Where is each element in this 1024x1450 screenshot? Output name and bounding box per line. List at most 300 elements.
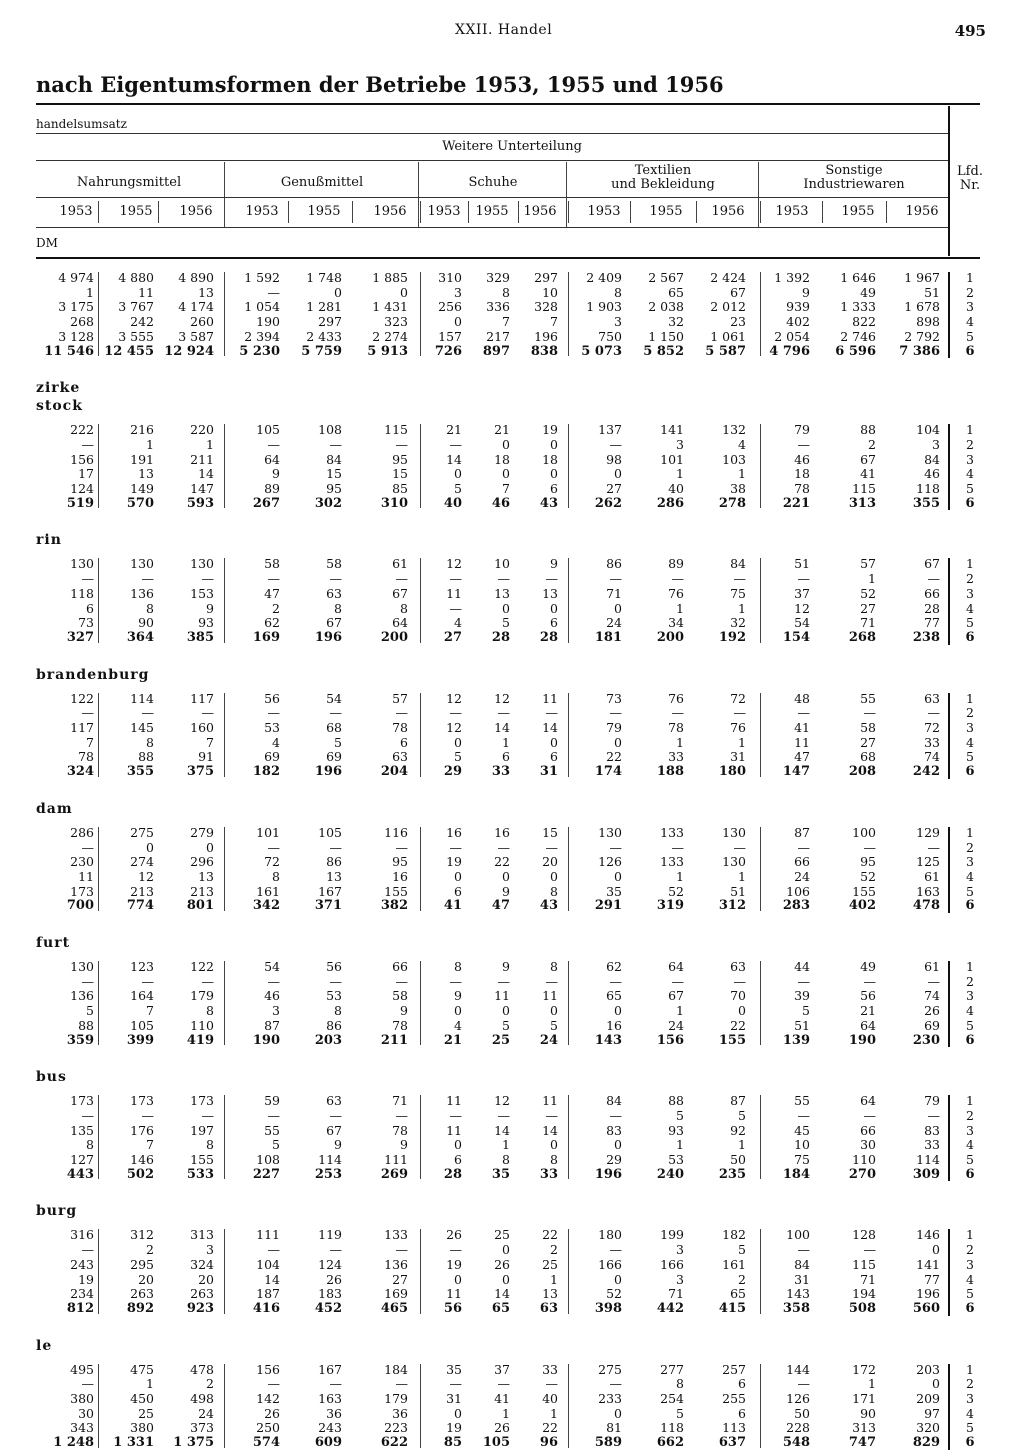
table-cell: 1 [676, 466, 684, 482]
table-cell: 69 [326, 749, 342, 765]
table-cell: 242 [130, 314, 154, 330]
table-cell: 118 [70, 585, 94, 601]
table-cell: 233 [598, 1391, 622, 1406]
table-cell: 11 [138, 284, 154, 300]
table-cell: 28 [443, 1166, 462, 1182]
table-cell: 1 [146, 436, 154, 452]
table-cell: 129 [916, 824, 940, 840]
table-cell: 13 [326, 868, 342, 884]
table-cell: 40 [668, 481, 684, 496]
year-separator [760, 201, 761, 223]
table-cell: — [497, 571, 510, 587]
column-separator [568, 558, 569, 642]
table-cell: 2 792 [904, 328, 940, 344]
table-cell: 125 [916, 854, 940, 870]
row-number: 5 [966, 883, 974, 899]
table-row [0, 1242, 1024, 1257]
table-cell: 76 [668, 690, 684, 706]
group-header-label: Textilien [634, 163, 692, 178]
table-cell: 296 [190, 854, 214, 870]
table-cell: 69 [924, 1017, 940, 1033]
table-cell: 297 [534, 270, 558, 285]
table-cell: 191 [130, 451, 154, 467]
table-cell: 1 331 [113, 1435, 154, 1450]
table-cell: 593 [186, 495, 214, 511]
year-header: 1956 [373, 204, 407, 219]
row-number: 1 [966, 1227, 974, 1243]
table-cell: 508 [848, 1300, 876, 1316]
total-row [0, 898, 1024, 913]
table-cell: 25 [138, 1405, 154, 1421]
table-cell: 103 [722, 451, 746, 467]
nr-label: Nr. [959, 178, 981, 193]
table-cell: 132 [722, 422, 746, 438]
row-number: 5 [966, 749, 974, 765]
row-number: 2 [966, 839, 974, 855]
total-row [0, 344, 1024, 359]
table-cell: 19 [542, 422, 558, 438]
table-cell: 101 [660, 451, 684, 467]
table-cell: 81 [606, 1420, 622, 1436]
table-cell: 1 [206, 436, 214, 452]
table-cell: 355 [912, 495, 940, 511]
region-label: bus [36, 1069, 67, 1086]
region-label: zirke [36, 380, 81, 397]
table-cell: 127 [70, 1152, 94, 1167]
row-number: 5 [966, 481, 974, 496]
section-title: XXII. Handel [455, 22, 553, 38]
table-cell: 1 [502, 734, 510, 750]
table-cell: 14 [198, 466, 214, 482]
table-cell: — [863, 973, 876, 989]
table-cell: 74 [924, 749, 940, 765]
table-cell: 167 [318, 1361, 342, 1377]
table-row [0, 749, 1024, 764]
table-cell: 12 924 [164, 343, 214, 359]
table-cell: 173 [130, 1093, 154, 1109]
table-cell: 0 [614, 1003, 622, 1019]
table-cell: 6 [550, 749, 558, 765]
table-cell: 74 [924, 988, 940, 1004]
table-cell: 0 [502, 600, 510, 616]
row-number: 6 [965, 1435, 975, 1450]
table-cell: 119 [318, 1227, 342, 1243]
table-cell: 54 [264, 959, 280, 974]
table-cell: 216 [130, 422, 154, 438]
table-cell: 24 [198, 1405, 214, 1421]
row-number: 2 [966, 571, 974, 587]
table-cell: 33 [542, 1361, 558, 1377]
table-cell: — [267, 436, 280, 452]
table-cell: 67 [326, 615, 342, 631]
table-cell: 0 [502, 868, 510, 884]
table-cell: 1 [738, 734, 746, 750]
table-cell: 211 [380, 1032, 408, 1048]
table-cell: 164 [130, 988, 154, 1004]
table-cell: 14 [494, 1122, 510, 1138]
table-cell: 196 [594, 1166, 622, 1182]
table-row [0, 615, 1024, 630]
table-cell: 260 [190, 314, 214, 330]
table-cell: 146 [130, 1152, 154, 1167]
table-cell: 295 [130, 1256, 154, 1272]
table-cell: 77 [924, 1271, 940, 1287]
table-cell: 2 746 [840, 328, 876, 344]
table-cell: 14 [542, 1122, 558, 1138]
table-cell: 9 [550, 556, 558, 572]
table-cell: — [141, 973, 154, 989]
table-cell: 2 [206, 1376, 214, 1392]
table-cell: 43 [539, 495, 558, 511]
column-separator [224, 693, 225, 777]
year-separator [288, 201, 289, 223]
table-cell: 399 [126, 1032, 154, 1048]
table-cell: 67 [668, 988, 684, 1004]
table-cell: 0 [502, 1271, 510, 1287]
table-cell: 51 [794, 556, 810, 572]
table-cell: — [449, 705, 462, 721]
table-cell: 359 [66, 1032, 94, 1048]
table-cell: — [329, 1242, 342, 1258]
table-cell: 3 [676, 1271, 684, 1287]
table-cell: 21 [446, 422, 462, 438]
table-cell: 2 012 [710, 299, 746, 315]
table-cell: 166 [598, 1256, 622, 1272]
table-cell: 182 [722, 1227, 746, 1243]
table-cell: 183 [318, 1286, 342, 1302]
table-cell: 141 [916, 1256, 940, 1272]
table-cell: 8 [676, 1376, 684, 1392]
table-cell: 1 903 [586, 299, 622, 315]
divider [36, 133, 948, 134]
table-cell: 774 [126, 898, 154, 914]
table-cell: 124 [318, 1256, 342, 1272]
table-cell: 35 [446, 1361, 462, 1377]
table-cell: 0 [454, 314, 462, 330]
region-label: le [36, 1337, 53, 1354]
table-cell: 184 [384, 1361, 408, 1377]
table-cell: 13 [198, 868, 214, 884]
table-cell: 9 [502, 883, 510, 899]
table-cell: — [609, 1242, 622, 1258]
table-cell: 96 [539, 1435, 558, 1450]
further-subdivision-label: Weitere Unterteilung [442, 139, 582, 154]
row-number: 2 [966, 1107, 974, 1123]
row-number: 3 [966, 299, 974, 315]
row-number: 4 [966, 1003, 974, 1019]
table-cell: — [545, 1376, 558, 1392]
table-cell: 0 [454, 1003, 462, 1019]
table-cell: 63 [924, 690, 940, 706]
table-cell: 180 [598, 1227, 622, 1243]
table-cell: — [267, 1376, 280, 1392]
table-cell: 12 [446, 556, 462, 572]
table-cell: — [267, 1242, 280, 1258]
table-cell: 1 [676, 600, 684, 616]
table-cell: 747 [848, 1435, 876, 1450]
table-cell: 147 [782, 764, 810, 780]
table-cell: 1 431 [372, 299, 408, 315]
table-cell: 11 [494, 988, 510, 1004]
lfd-column-rule [948, 558, 950, 644]
table-row [0, 1137, 1024, 1152]
table-cell: 154 [782, 629, 810, 645]
table-cell: 11 [542, 988, 558, 1004]
column-separator [224, 827, 225, 911]
column-separator [420, 1364, 421, 1448]
column-separator [420, 558, 421, 642]
table-cell: 130 [722, 824, 746, 840]
table-cell: 253 [314, 1166, 342, 1182]
table-cell: 93 [668, 1122, 684, 1138]
table-row [0, 854, 1024, 869]
table-cell: 85 [392, 481, 408, 496]
table-cell: 275 [130, 824, 154, 840]
table-cell: 51 [794, 1017, 810, 1033]
table-cell: — [267, 571, 280, 587]
table-cell: 65 [491, 1300, 510, 1316]
table-cell: 161 [722, 1256, 746, 1272]
table-cell: 1 333 [840, 299, 876, 315]
row-number: 5 [966, 1017, 974, 1033]
table-cell: — [449, 1242, 462, 1258]
table-cell: 84 [326, 451, 342, 467]
table-cell: — [863, 705, 876, 721]
table-cell: 41 [443, 898, 462, 914]
table-cell: — [545, 705, 558, 721]
table-cell: 3 [676, 436, 684, 452]
table-cell: 1 748 [306, 270, 342, 285]
table-cell: 9 [802, 284, 810, 300]
table-row [0, 1406, 1024, 1421]
table-cell: 30 [78, 1405, 94, 1421]
table-cell: 3 [272, 1003, 280, 1019]
table-cell: 105 [256, 422, 280, 438]
table-cell: 41 [860, 466, 876, 482]
table-cell: 62 [264, 615, 280, 631]
table-cell: 478 [912, 898, 940, 914]
table-cell: 45 [794, 1122, 810, 1138]
table-cell: 4 [738, 436, 746, 452]
table-cell: 68 [860, 749, 876, 765]
table-cell: 108 [256, 1152, 280, 1167]
table-cell: 380 [70, 1391, 94, 1406]
column-separator [98, 1229, 99, 1313]
column-separator [98, 827, 99, 911]
table-row [0, 720, 1024, 735]
table-cell: — [201, 571, 214, 587]
table-cell: 223 [384, 1420, 408, 1436]
table-row [0, 270, 1024, 285]
table-cell: 255 [722, 1391, 746, 1406]
table-cell: 83 [924, 1122, 940, 1138]
table-cell: 310 [438, 270, 462, 285]
table-cell: 267 [252, 495, 280, 511]
table-row [0, 1123, 1024, 1138]
table-cell: 53 [264, 720, 280, 735]
table-cell: 78 [392, 1017, 408, 1033]
table-cell: 52 [668, 883, 684, 899]
total-row [0, 630, 1024, 645]
table-cell: 0 [454, 1405, 462, 1421]
table-cell: 75 [794, 1152, 810, 1167]
table-cell: 5 [334, 734, 342, 750]
table-cell: 8 [146, 734, 154, 750]
table-cell: 73 [606, 690, 622, 706]
table-cell: 12 [794, 600, 810, 616]
table-cell: 19 [78, 1271, 94, 1287]
table-cell: 78 [794, 481, 810, 496]
table-cell: — [671, 973, 684, 989]
table-cell: 243 [70, 1256, 94, 1272]
table-cell: 7 [206, 734, 214, 750]
year-header: 1955 [649, 204, 683, 219]
table-cell: 79 [924, 1093, 940, 1109]
table-cell: 114 [916, 1152, 940, 1167]
row-number: 2 [966, 973, 974, 989]
table-cell: 126 [598, 854, 622, 870]
table-cell: 84 [730, 556, 746, 572]
table-cell: 1 [86, 284, 94, 300]
table-cell: 22 [730, 1017, 746, 1033]
table-cell: 173 [70, 883, 94, 899]
table-cell: 181 [594, 629, 622, 645]
table-cell: 130 [130, 556, 154, 572]
table-cell: 136 [384, 1256, 408, 1272]
table-cell: — [81, 1107, 94, 1123]
table-cell: 1 967 [904, 270, 940, 285]
table-cell: 46 [491, 495, 510, 511]
table-cell: 0 [550, 1137, 558, 1153]
table-cell: 91 [198, 749, 214, 765]
region-label: dam [36, 800, 73, 817]
table-cell: 26 [494, 1420, 510, 1436]
table-cell: 8 [550, 1152, 558, 1167]
table-cell: 118 [660, 1420, 684, 1436]
table-cell: — [863, 1107, 876, 1123]
year-header: 1956 [905, 204, 939, 219]
table-cell: 76 [730, 720, 746, 735]
row-number: 4 [966, 1271, 974, 1287]
row-number: 2 [966, 1242, 974, 1258]
table-cell: 75 [730, 585, 746, 601]
header-right-rule [948, 106, 950, 256]
column-separator [568, 1364, 569, 1448]
table-cell: — [671, 839, 684, 855]
table-cell: 0 [334, 284, 342, 300]
table-cell: 40 [443, 495, 462, 511]
table-cell: 24 [539, 1032, 558, 1048]
table-cell: 171 [852, 1391, 876, 1406]
table-cell: 343 [70, 1420, 94, 1436]
column-separator [760, 1229, 761, 1313]
table-cell: 78 [392, 1122, 408, 1138]
column-separator [568, 827, 569, 911]
row-number: 5 [966, 1420, 974, 1436]
row-number: 2 [966, 436, 974, 452]
row-number: 3 [966, 988, 974, 1004]
group-header-label: Schuhe [468, 175, 518, 190]
table-cell: 34 [668, 615, 684, 631]
table-row [0, 1093, 1024, 1108]
table-cell: 838 [530, 343, 558, 359]
table-cell: 29 [606, 1152, 622, 1167]
table-cell: 0 [550, 1003, 558, 1019]
table-cell: 560 [912, 1300, 940, 1316]
total-row [0, 1167, 1024, 1182]
table-cell: 20 [542, 854, 558, 870]
table-cell: 5 [802, 1003, 810, 1019]
table-cell: 52 [860, 585, 876, 601]
table-cell: 114 [318, 1152, 342, 1167]
table-cell: 7 [146, 1137, 154, 1153]
table-cell: — [797, 1242, 810, 1258]
table-cell: 0 [738, 1003, 746, 1019]
table-cell: 1 678 [904, 299, 940, 315]
group-header [226, 176, 418, 190]
table-cell: 0 [454, 1271, 462, 1287]
table-cell: — [267, 973, 280, 989]
row-number: 1 [966, 690, 974, 706]
table-cell: — [609, 705, 622, 721]
table-row [0, 1272, 1024, 1287]
column-separator [760, 1364, 761, 1448]
table-cell: 12 [446, 720, 462, 735]
table-cell: 70 [730, 988, 746, 1004]
table-cell: 66 [924, 585, 940, 601]
table-row [0, 466, 1024, 481]
table-cell: 309 [912, 1166, 940, 1182]
table-row [0, 1018, 1024, 1033]
table-cell: 104 [916, 422, 940, 438]
table-cell: 14 [494, 720, 510, 735]
table-cell: — [395, 571, 408, 587]
table-cell: 27 [606, 481, 622, 496]
group-header-label-2: und Bekleidung [611, 177, 715, 192]
table-cell: 230 [912, 1032, 940, 1048]
table-cell: 0 [614, 466, 622, 482]
table-cell: 240 [656, 1166, 684, 1182]
table-cell: — [329, 571, 342, 587]
table-cell: 2 [146, 1242, 154, 1258]
table-row [0, 1108, 1024, 1123]
table-cell: 268 [848, 629, 876, 645]
table-cell: 324 [190, 1256, 214, 1272]
table-cell: 155 [190, 1152, 214, 1167]
table-cell: 172 [852, 1361, 876, 1377]
table-row [0, 481, 1024, 496]
table-cell: 221 [782, 495, 810, 511]
table-cell: 230 [70, 854, 94, 870]
table-cell: — [395, 973, 408, 989]
table-cell: 55 [794, 1093, 810, 1109]
table-cell: 122 [70, 690, 94, 706]
table-cell: 190 [848, 1032, 876, 1048]
table-cell: 402 [786, 314, 810, 330]
table-cell: 3 128 [58, 328, 94, 344]
table-cell: 1 [550, 1405, 558, 1421]
table-cell: 196 [916, 1286, 940, 1302]
table-cell: 263 [190, 1286, 214, 1302]
table-cell: 79 [794, 422, 810, 438]
table-cell: 111 [384, 1152, 408, 1167]
table-cell: 23 [730, 314, 746, 330]
table-cell: — [545, 973, 558, 989]
table-cell: 5 [502, 1017, 510, 1033]
table-cell: 19 [446, 1420, 462, 1436]
column-separator [760, 1095, 761, 1179]
table-row [0, 974, 1024, 989]
